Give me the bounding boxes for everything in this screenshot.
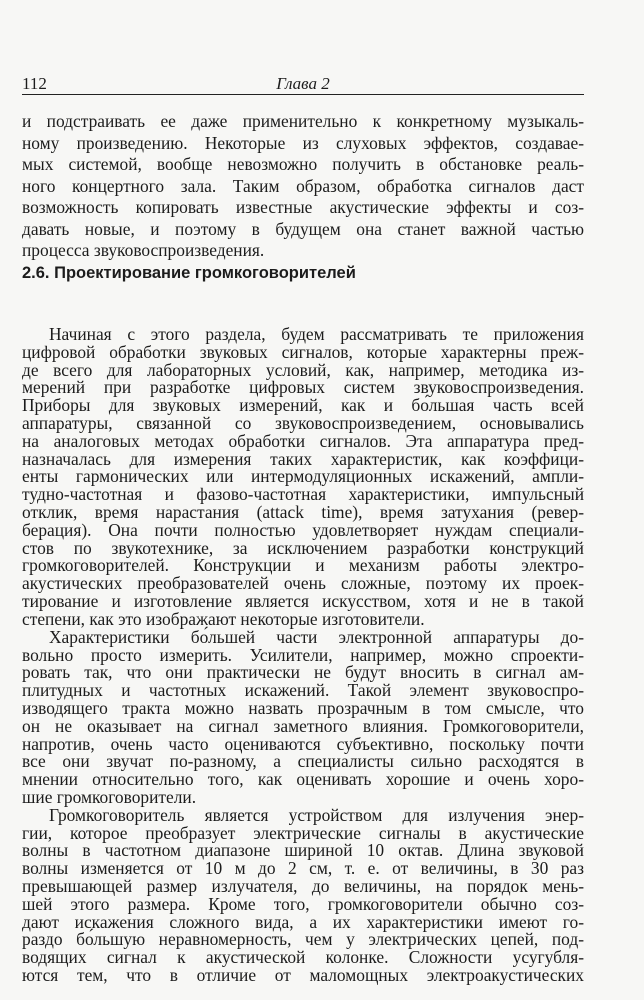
text-line: напротив, очень часто оцениваются субъективно, поскольку почти bbox=[22, 734, 584, 754]
text-line: тирование и изготовление является искусством, хотя и не в такой bbox=[22, 591, 584, 611]
text-line: степени, как это изображают некоторые изготовители. bbox=[22, 609, 425, 629]
running-head bbox=[22, 74, 584, 95]
text-line: громкоговорителей. Конструкции и механизм работы электро- bbox=[22, 555, 584, 575]
page-number: 112 bbox=[22, 74, 47, 93]
text-line: Начиная с этого раздела, будем рассматривать те приложения bbox=[49, 324, 584, 344]
text-line: плитудных и частотных искажений. Такой элемент звуковоспро- bbox=[22, 680, 584, 700]
text-line: волны изменяется от 10 м до 2 см, т. е. от величины, в 30 раз bbox=[22, 858, 584, 878]
text-line: шие громкоговорители. bbox=[22, 787, 197, 807]
text-line: мерений при разработке цифровых систем звуковоспроизведения. bbox=[22, 377, 584, 397]
text-line: на аналоговых методах обработки сигналов. Эта аппаратура пред- bbox=[22, 431, 584, 451]
text-line: мых системой, вообще невозможно получить в обстановке реаль- bbox=[22, 154, 584, 174]
text-line: Характеристики бо́льшей части электронной аппаратуры до- bbox=[49, 627, 584, 647]
text-line: возможность копировать известные акустические эффекты и соз- bbox=[22, 197, 584, 217]
text-line: мнении относительно того, как оценивать хорошие и очень хоро- bbox=[22, 769, 584, 789]
text-line: дают искажения сложного вида, а их характеристики имеют го- bbox=[22, 912, 584, 932]
chapter-title: Глава 2 bbox=[276, 74, 330, 93]
text-line: Громкоговоритель является устройством для излучения энер- bbox=[49, 805, 584, 825]
text-line: водящих сигнал к акустической колонке. Сложности усугубля- bbox=[22, 947, 584, 967]
text-line: аппаратуры, связанной со звуковоспроизведением, основывались bbox=[22, 413, 584, 433]
text-line: изводящего тракта можно назвать прозрачным в том смысле, что bbox=[22, 698, 584, 718]
text-line: енты гармонических или интермодуляционных искажений, ампли- bbox=[22, 466, 584, 486]
text-line: Приборы для звуковых измерений, как и бо́льшая часть всей bbox=[22, 395, 584, 415]
text-line: волны в частотном диапазоне шириной 10 октав. Длина звуковой bbox=[22, 840, 584, 860]
text-line: ного концертного зала. Таким образом, обработка сигналов даст bbox=[22, 176, 584, 196]
text-line: берация). Она почти полностью удовлетворяет нуждам специали- bbox=[22, 520, 584, 540]
text-line: назначалась для измерения таких характеристик, как коэффици- bbox=[22, 449, 584, 469]
text-line: отклик, время нарастания (attack time), время затухания (ревер- bbox=[22, 502, 584, 522]
text-line: процесса звуковоспроизведения. bbox=[22, 240, 265, 260]
section-heading: 2.6. Проектирование громкоговорителей bbox=[22, 264, 356, 282]
text-line: ются тем, что в отличие от маломощных электроакустических bbox=[22, 965, 584, 985]
text-line: де всего для лабораторных условий, как, например, методика из- bbox=[22, 360, 584, 380]
text-line: гии, которое преобразует электрические сигналы в акустические bbox=[22, 823, 584, 843]
text-line: цифровой обработки звуковых сигналов, которые характерны преж- bbox=[22, 342, 584, 362]
text-line: давать новые, и поэтому в будущем она станет важной частью bbox=[22, 219, 584, 239]
text-line: превышающей размер излучателя, до величины, на порядок мень- bbox=[22, 876, 584, 896]
text-line: ному произведению. Некоторые из слуховых эффектов, создавае- bbox=[22, 133, 584, 153]
text-line: акустических преобразователей очень сложные, поэтому их проек- bbox=[22, 573, 584, 593]
text-line: все они звучат по-разному, а специалисты сильно расходятся в bbox=[22, 751, 584, 771]
text-line: тудно-частотная и фазово-частотная характеристики, импульсный bbox=[22, 484, 584, 504]
text-line: стов по звукотехнике, за исключением разработки конструкций bbox=[22, 538, 584, 558]
text-line: вольно просто измерить. Усилители, например, можно спроекти- bbox=[22, 645, 584, 665]
text-line: шей этого размера. Кроме того, громкоговорители обычно соз- bbox=[22, 894, 584, 914]
text-line: раздо бо́льшую неравномерность, чем у электрических цепей, под- bbox=[22, 929, 584, 949]
text-line: ровать так, что они практически не будут вносить в сигнал ам- bbox=[22, 662, 584, 682]
text-line: и подстраивать ее даже применительно к конкретному музыкаль- bbox=[22, 111, 584, 131]
text-line: он не оказывает на сигнал заметного влияния. Громкоговорители, bbox=[22, 716, 584, 736]
